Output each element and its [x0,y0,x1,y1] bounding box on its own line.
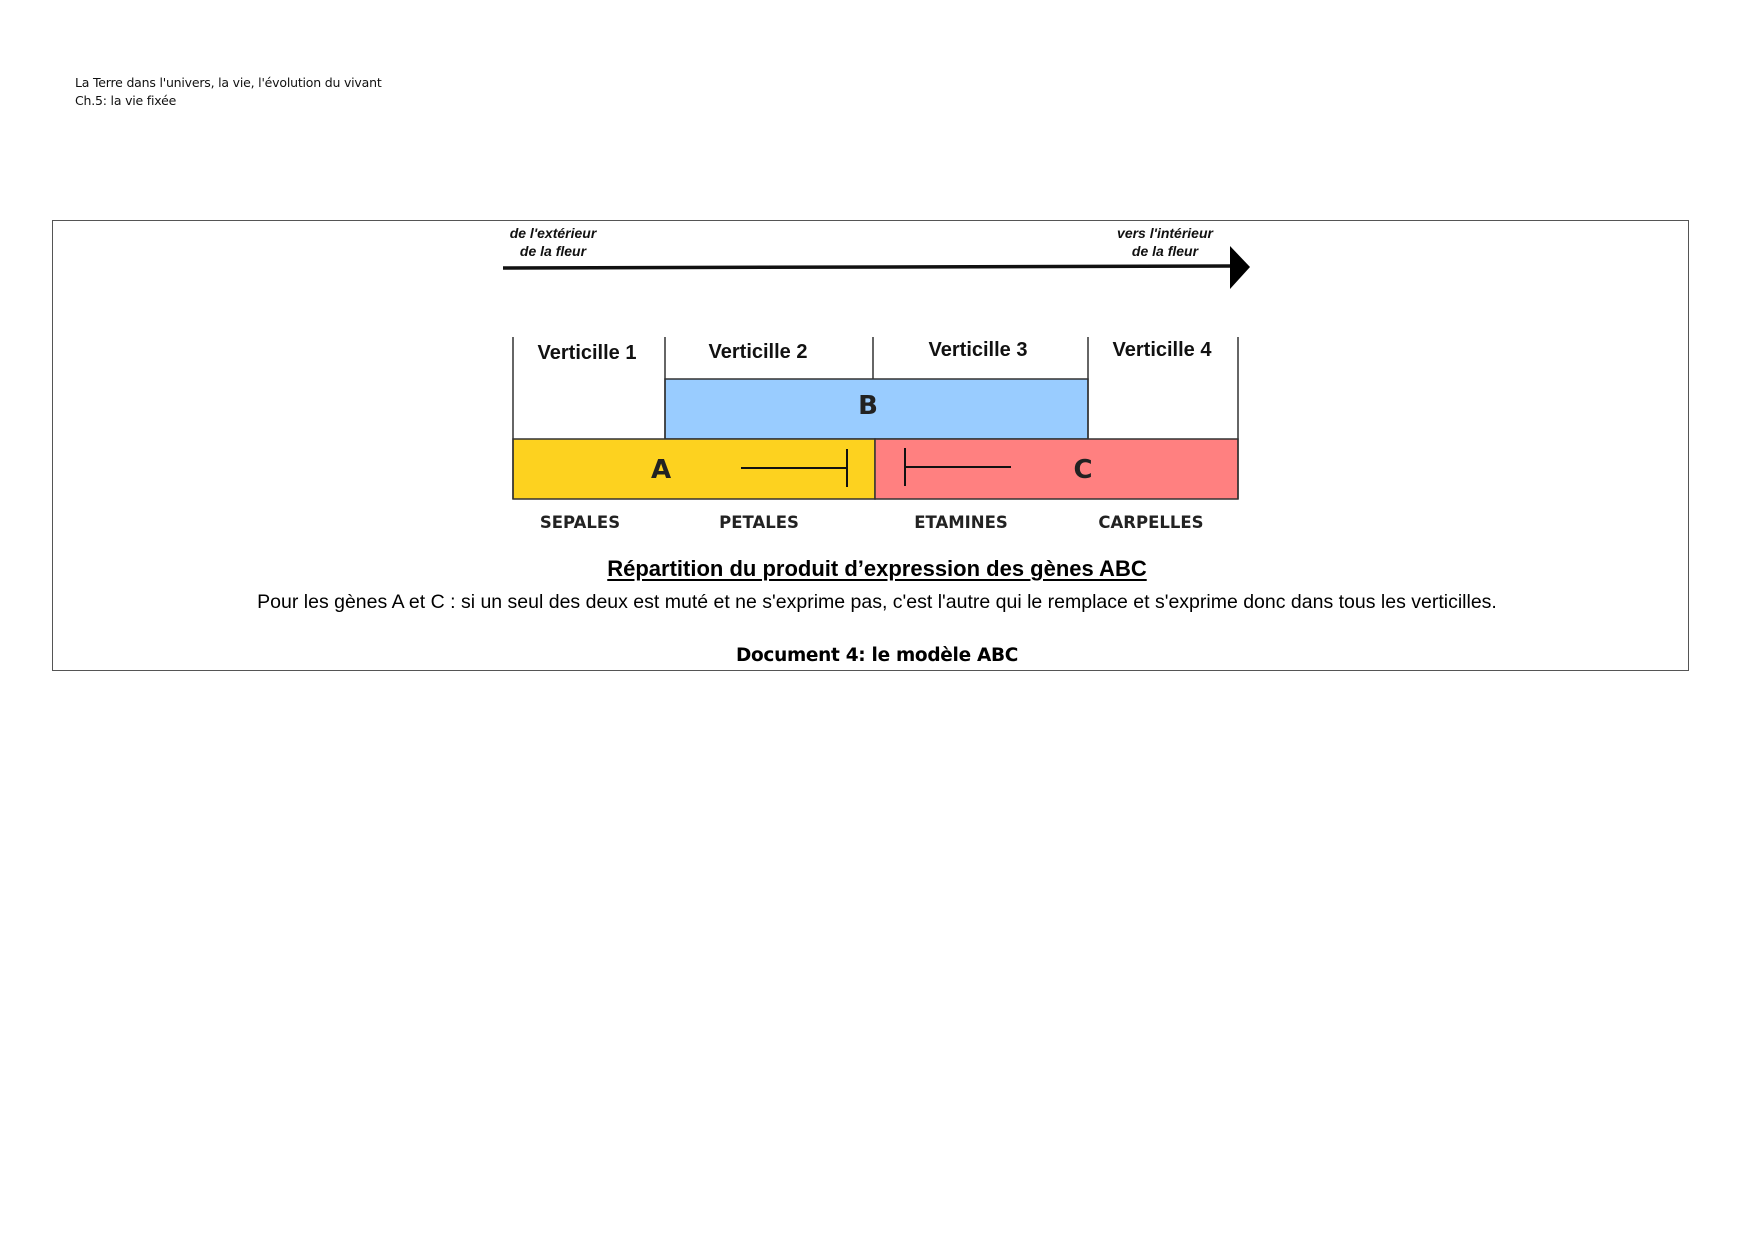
organ-petales-label: PETALES [719,513,799,532]
document-label: Document 4: le modèle ABC [735,645,1019,666]
gene-a-letter: A [650,455,672,485]
abc-model-diagram [0,0,1754,560]
arrow-right-label-line1: vers l'intérieur [1117,225,1213,241]
header-course-title: La Terre dans l'univers, la vie, l'évolution du vivant [75,75,382,90]
caption-note: Pour les gènes A et C : si un seul des deux est muté et ne s'exprime pas, c'est l'autre qui le remplace et s'exprime donc dans tous les verticilles. [257,591,1497,613]
organ-etamines-label: ETAMINES [914,513,1008,532]
organ-sepales-label: SEPALES [539,513,621,532]
arrow-left-label-line2: de la fleur [519,243,587,259]
whorl-2-label: Verticille 2 [708,341,808,363]
whorl-3-label: Verticille 3 [928,339,1028,361]
arrow-shaft [503,266,1232,268]
arrow-left-label-line1: de l'extérieur [509,225,597,241]
arrow-right-label-line2: de la fleur [1131,243,1199,259]
whorl-4-label: Verticille 4 [1112,339,1212,361]
gene-c-bar [875,439,1238,499]
arrow-head-icon [1230,246,1250,289]
gene-c-letter: C [1073,455,1093,485]
header-chapter-title: Ch.5: la vie fixée [75,93,177,108]
caption-title: Répartition du produit d’expression des gènes ABC [607,556,1147,581]
organ-carpelles-label: CARPELLES [1098,513,1204,532]
whorl-1-label: Verticille 1 [537,342,637,364]
gene-b-letter: B [858,391,878,421]
